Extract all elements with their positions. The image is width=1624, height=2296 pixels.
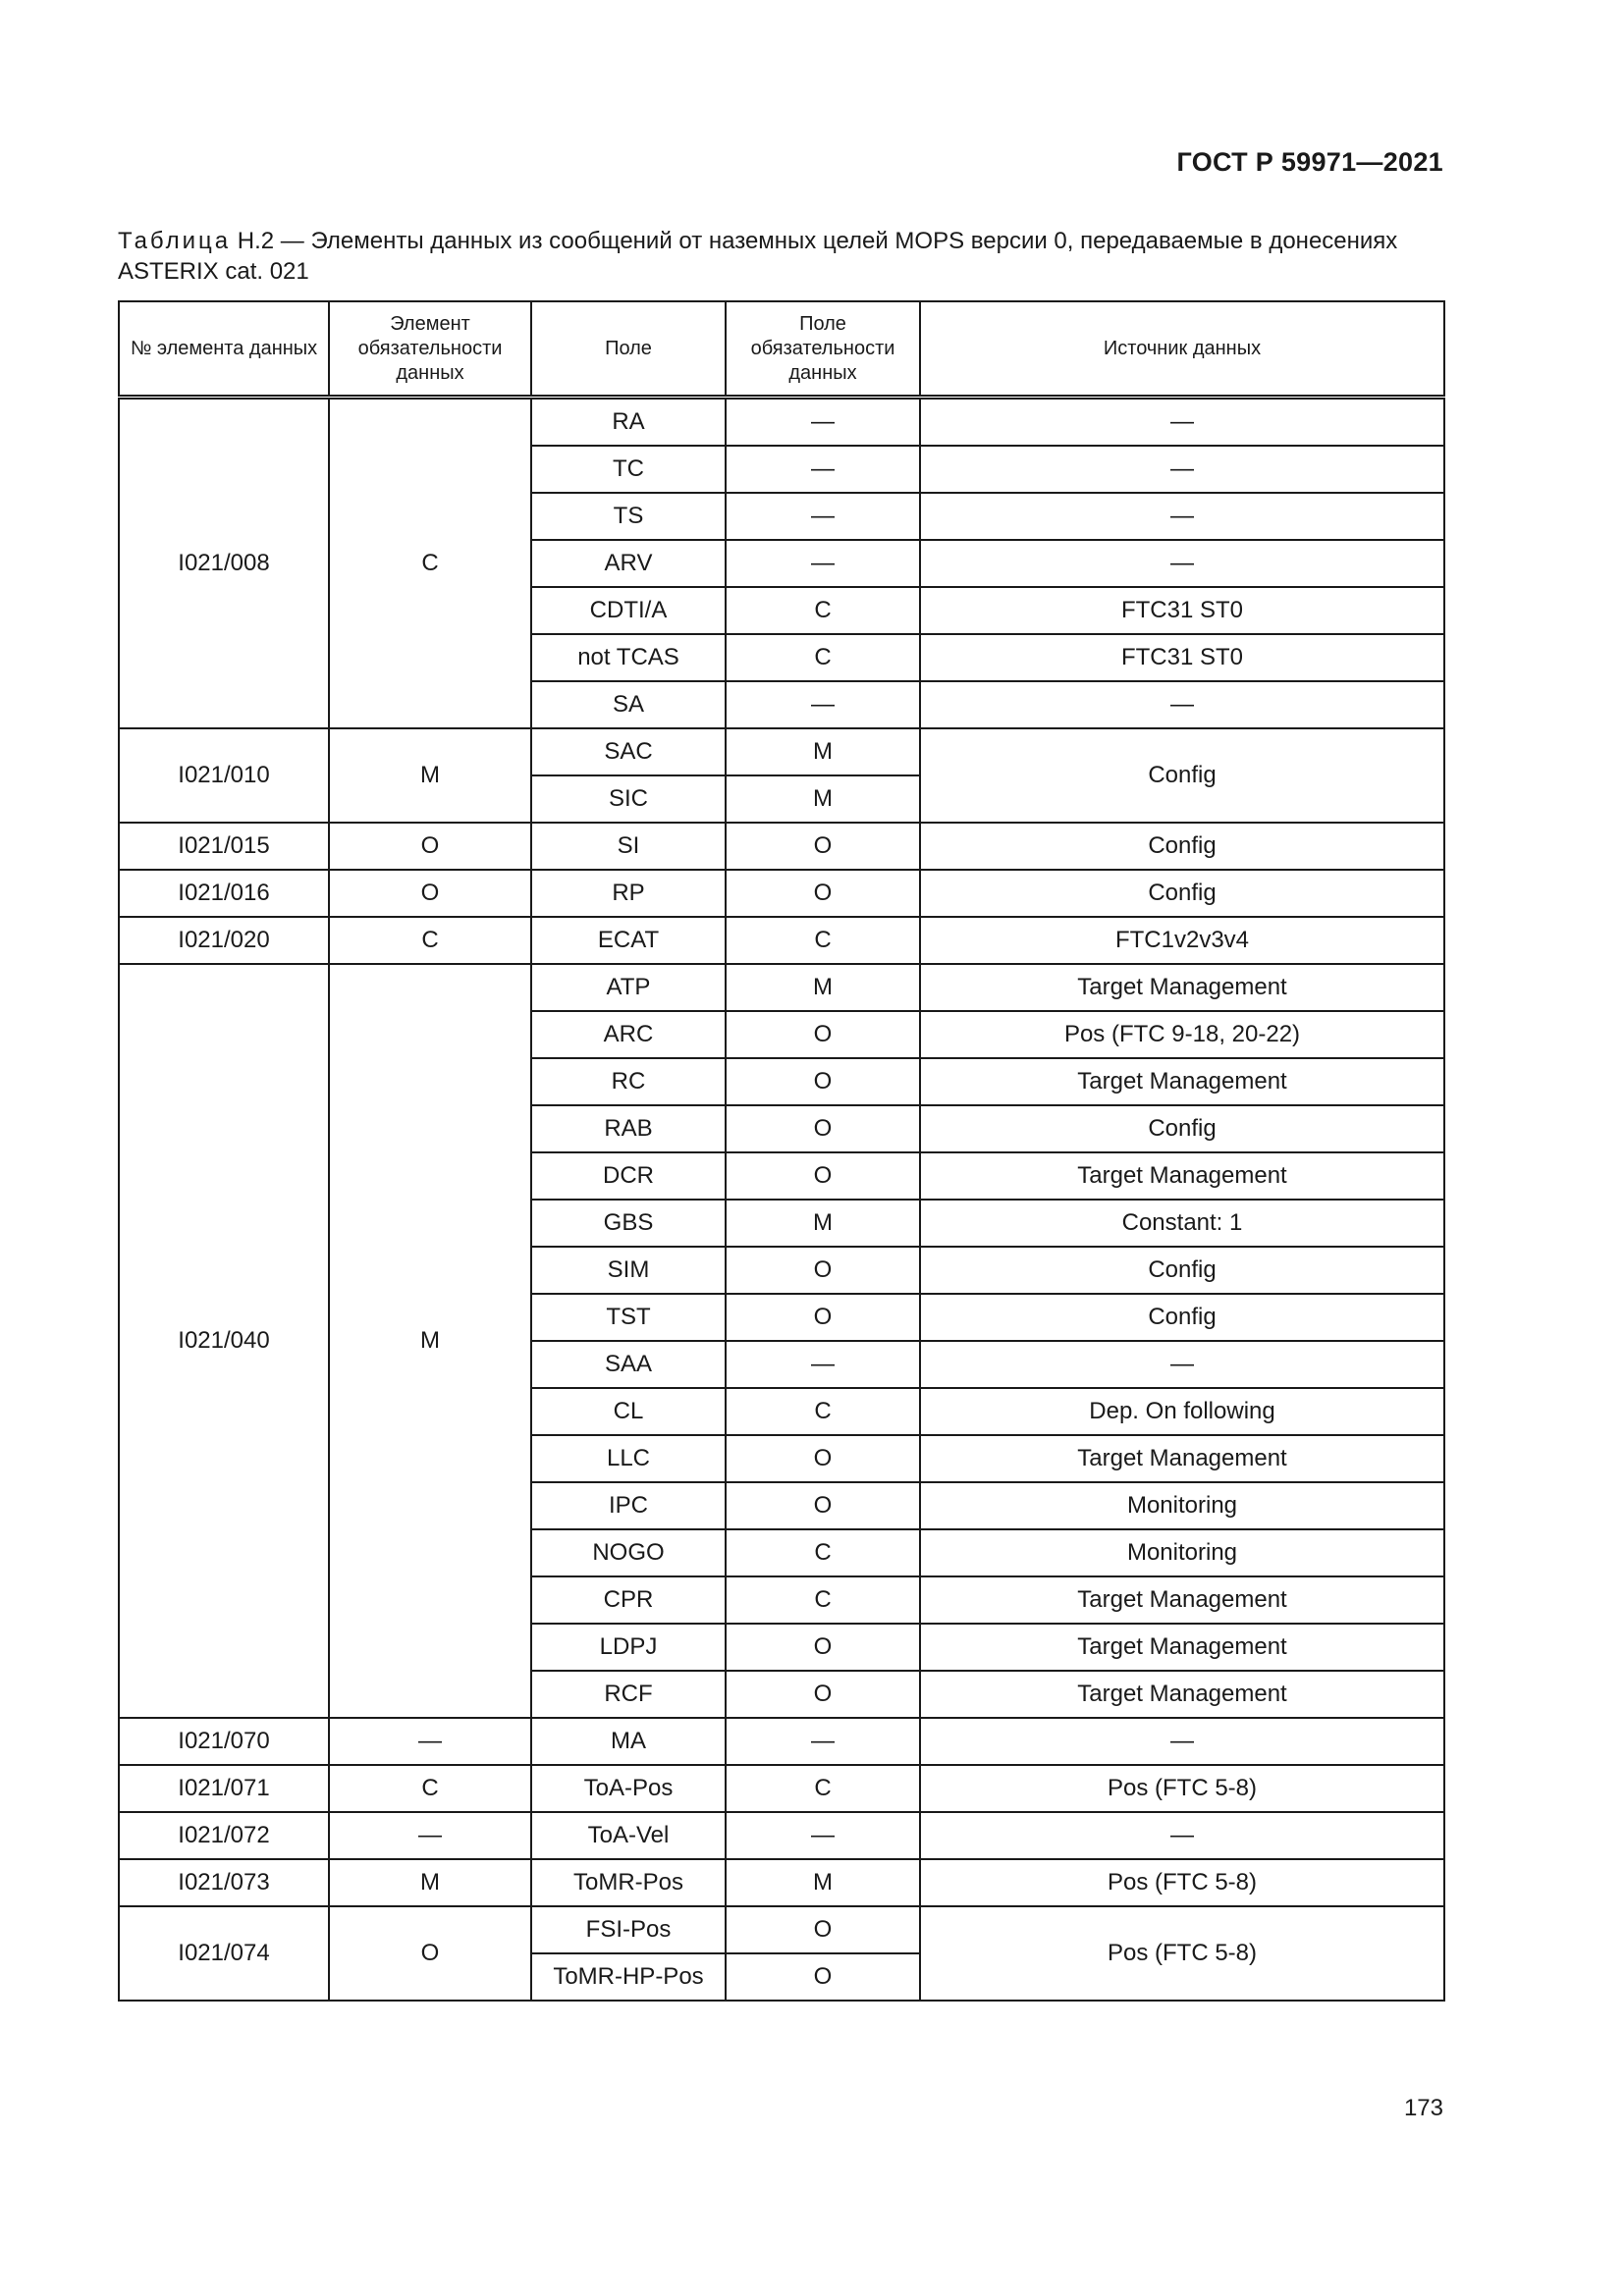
item-requirement-cell: C	[329, 398, 531, 729]
caption-text: Н.2 — Элементы данных из сообщений от наземных целей MOPS версии 0, передаваемые в донесениях ASTERIX cat. 021	[118, 228, 1398, 285]
data-source-cell: Config	[920, 1294, 1444, 1341]
field-requirement-cell: O	[726, 1624, 920, 1671]
data-source-cell: Target Management	[920, 1671, 1444, 1718]
field-requirement-cell: M	[726, 775, 920, 823]
field-requirement-cell: O	[726, 1247, 920, 1294]
field-requirement-cell: —	[726, 1341, 920, 1388]
data-item-cell: I021/040	[119, 964, 329, 1718]
field-requirement-cell: O	[726, 1953, 920, 2001]
field-requirement-cell: C	[726, 634, 920, 681]
field-cell: ARC	[531, 1011, 726, 1058]
item-requirement-cell: O	[329, 823, 531, 870]
field-cell: SAC	[531, 728, 726, 775]
table-body	[119, 398, 1444, 2002]
item-requirement-cell: —	[329, 1718, 531, 1765]
table-header-row	[119, 301, 1444, 398]
field-requirement-cell: —	[726, 446, 920, 493]
field-requirement-cell: M	[726, 1200, 920, 1247]
data-item-cell: I021/070	[119, 1718, 329, 1765]
data-item-cell: I021/016	[119, 870, 329, 917]
data-source-cell: —	[920, 1812, 1444, 1859]
data-source-cell: Target Management	[920, 1152, 1444, 1200]
data-source-cell: FTC31 ST0	[920, 634, 1444, 681]
field-requirement-cell: O	[726, 1152, 920, 1200]
field-cell: GBS	[531, 1200, 726, 1247]
table-row	[119, 1718, 1444, 1765]
table-row	[119, 1812, 1444, 1859]
item-requirement-cell: O	[329, 1906, 531, 2001]
data-source-cell: Config	[920, 870, 1444, 917]
field-cell: CL	[531, 1388, 726, 1435]
data-source-cell: FTC1v2v3v4	[920, 917, 1444, 964]
field-cell: CPR	[531, 1576, 726, 1624]
field-requirement-cell: O	[726, 1435, 920, 1482]
field-requirement-cell: O	[726, 823, 920, 870]
data-source-cell: Config	[920, 823, 1444, 870]
field-requirement-cell: C	[726, 1576, 920, 1624]
data-source-cell: Pos (FTC 5-8)	[920, 1765, 1444, 1812]
table-row	[119, 1765, 1444, 1812]
data-source-cell: Target Management	[920, 964, 1444, 1011]
data-source-cell: Pos (FTC 5-8)	[920, 1906, 1444, 2001]
field-cell: TS	[531, 493, 726, 540]
field-requirement-cell: C	[726, 1529, 920, 1576]
item-requirement-cell: O	[329, 870, 531, 917]
field-requirement-cell: C	[726, 587, 920, 634]
data-source-cell: —	[920, 681, 1444, 728]
field-cell: SAA	[531, 1341, 726, 1388]
field-cell: FSI-Pos	[531, 1906, 726, 1953]
caption-label: Таблица	[118, 228, 232, 254]
field-requirement-cell: —	[726, 681, 920, 728]
field-cell: ARV	[531, 540, 726, 587]
field-requirement-cell: —	[726, 493, 920, 540]
field-cell: IPC	[531, 1482, 726, 1529]
field-cell: ATP	[531, 964, 726, 1011]
field-requirement-cell: O	[726, 1011, 920, 1058]
data-item-cell: I021/020	[119, 917, 329, 964]
data-source-cell: —	[920, 446, 1444, 493]
page-number: 173	[1403, 2095, 1443, 2121]
field-cell: CDTI/A	[531, 587, 726, 634]
table-row	[119, 917, 1444, 964]
field-requirement-cell: O	[726, 1906, 920, 1953]
data-source-cell: Target Management	[920, 1576, 1444, 1624]
data-source-cell: Pos (FTC 9-18, 20-22)	[920, 1011, 1444, 1058]
item-requirement-cell: C	[329, 1765, 531, 1812]
field-cell: ToMR-HP-Pos	[531, 1953, 726, 2001]
table-row	[119, 1859, 1444, 1906]
field-cell: TST	[531, 1294, 726, 1341]
field-cell: RCF	[531, 1671, 726, 1718]
data-item-cell: I021/072	[119, 1812, 329, 1859]
field-cell: SIM	[531, 1247, 726, 1294]
item-requirement-cell: M	[329, 1859, 531, 1906]
field-requirement-cell: —	[726, 398, 920, 447]
field-cell: DCR	[531, 1152, 726, 1200]
field-requirement-cell: O	[726, 1671, 920, 1718]
table-row	[119, 870, 1444, 917]
field-cell: not TCAS	[531, 634, 726, 681]
table-row	[119, 823, 1444, 870]
field-requirement-cell: C	[726, 1765, 920, 1812]
field-cell: TC	[531, 446, 726, 493]
data-source-cell: Monitoring	[920, 1482, 1444, 1529]
field-cell: SA	[531, 681, 726, 728]
field-cell: ToA-Pos	[531, 1765, 726, 1812]
item-requirement-cell: C	[329, 917, 531, 964]
column-header-field-requirement: Поле обязательности данных	[726, 301, 920, 398]
field-requirement-cell: C	[726, 917, 920, 964]
field-requirement-cell: O	[726, 1105, 920, 1152]
field-requirement-cell: M	[726, 728, 920, 775]
data-source-cell: Config	[920, 1105, 1444, 1152]
data-source-cell: —	[920, 493, 1444, 540]
data-item-cell: I021/008	[119, 398, 329, 729]
data-source-cell: Config	[920, 1247, 1444, 1294]
data-source-cell: Monitoring	[920, 1529, 1444, 1576]
data-source-cell: —	[920, 1718, 1444, 1765]
data-source-cell: Constant: 1	[920, 1200, 1444, 1247]
field-cell: SI	[531, 823, 726, 870]
table-row	[119, 964, 1444, 1011]
field-cell: NOGO	[531, 1529, 726, 1576]
item-requirement-cell: —	[329, 1812, 531, 1859]
data-item-cell: I021/015	[119, 823, 329, 870]
data-item-cell: I021/010	[119, 728, 329, 823]
field-cell: MA	[531, 1718, 726, 1765]
field-cell: RC	[531, 1058, 726, 1105]
field-requirement-cell: M	[726, 964, 920, 1011]
data-source-cell: —	[920, 540, 1444, 587]
column-header-item-requirement: Элемент обязательности данных	[329, 301, 531, 398]
field-requirement-cell: —	[726, 1718, 920, 1765]
field-cell: RP	[531, 870, 726, 917]
field-requirement-cell: O	[726, 870, 920, 917]
field-requirement-cell: C	[726, 1388, 920, 1435]
field-cell: SIC	[531, 775, 726, 823]
field-cell: LDPJ	[531, 1624, 726, 1671]
item-requirement-cell: M	[329, 728, 531, 823]
table-row	[119, 1906, 1444, 1953]
data-source-cell: Target Management	[920, 1435, 1444, 1482]
data-source-cell: Dep. On following	[920, 1388, 1444, 1435]
field-cell: LLC	[531, 1435, 726, 1482]
data-source-cell: Pos (FTC 5-8)	[920, 1859, 1444, 1906]
item-requirement-cell: M	[329, 964, 531, 1718]
data-source-cell: Target Management	[920, 1058, 1444, 1105]
data-source-cell: —	[920, 398, 1444, 447]
column-header-field: Поле	[531, 301, 726, 398]
data-source-cell: Config	[920, 728, 1444, 823]
column-header-item: № элемента данных	[119, 301, 329, 398]
field-requirement-cell: —	[726, 540, 920, 587]
field-requirement-cell: O	[726, 1482, 920, 1529]
data-item-cell: I021/071	[119, 1765, 329, 1812]
field-requirement-cell: M	[726, 1859, 920, 1906]
field-requirement-cell: O	[726, 1294, 920, 1341]
field-requirement-cell: —	[726, 1812, 920, 1859]
field-cell: RAB	[531, 1105, 726, 1152]
field-cell: ToMR-Pos	[531, 1859, 726, 1906]
standard-designation: ГОСТ Р 59971—2021	[1176, 147, 1443, 177]
column-header-source: Источник данных	[920, 301, 1444, 398]
data-item-cell: I021/074	[119, 1906, 329, 2001]
field-cell: ECAT	[531, 917, 726, 964]
data-item-cell: I021/073	[119, 1859, 329, 1906]
field-requirement-cell: O	[726, 1058, 920, 1105]
table-caption	[118, 226, 1441, 287]
field-cell: RA	[531, 398, 726, 447]
data-source-cell: —	[920, 1341, 1444, 1388]
table-row	[119, 398, 1444, 447]
data-source-cell: FTC31 ST0	[920, 587, 1444, 634]
data-source-cell: Target Management	[920, 1624, 1444, 1671]
field-cell: ToA-Vel	[531, 1812, 726, 1859]
data-elements-table	[118, 300, 1445, 2002]
table-row	[119, 728, 1444, 775]
